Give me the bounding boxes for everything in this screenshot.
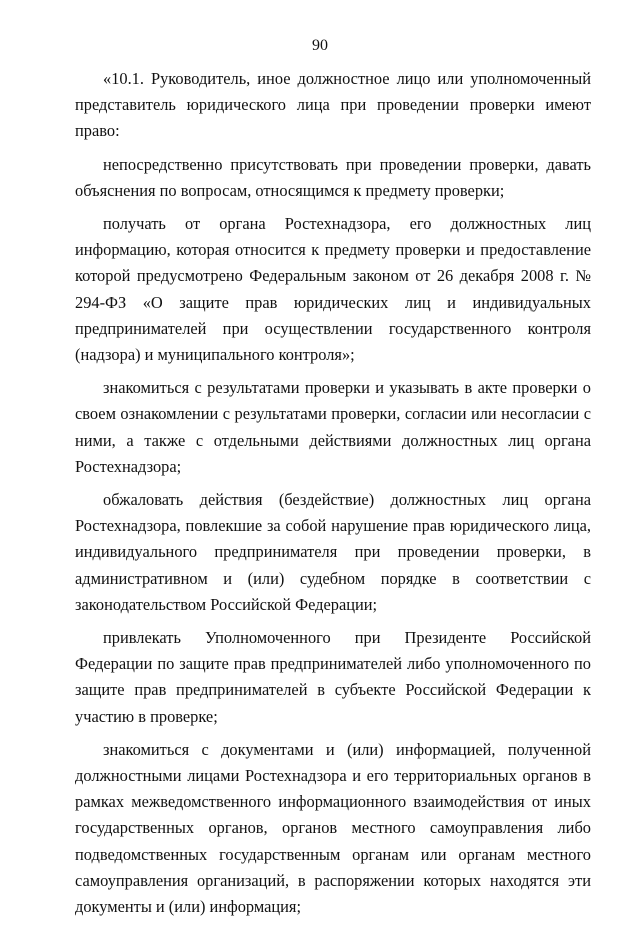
paragraph-right-involve-ombudsman: привлекать Уполномоченного при Президенте Российской Федерации по защите прав предпринимателей либо уполномоченного по защите прав предпринимателей в субъекте Российской Федерации к участию в проверке; xyxy=(75,628,591,726)
paragraph-right-review-results: знакомиться с результатами проверки и указывать в акте проверки о своем ознакомлении с результатами проверки, согласии или несогласии с ними, а также с отдельными действиями должностных лиц органа Ростехнадзора; xyxy=(75,378,591,476)
paragraph-right-review-documents: знакомиться с документами и (или) информацией, полученной должностными лицами Ростехнадзора и его территориальных органов в рамках межведомственного информационного взаимодействия от иных государственных органов, органов местного самоуправления либо подведомственных государственным органам или органам местного самоуправления организаций, в распоряжении которых находятся эти документы и (или) информация; xyxy=(75,739,591,917)
document-body xyxy=(75,66,591,927)
page-number: 90 xyxy=(312,37,328,54)
paragraph-right-appeal: обжаловать действия (бездействие) должностных лиц органа Ростехнадзора, повлекшие за собой нарушение прав юридического лица, индивидуального предпринимателя при проведении проверки, в административном и (или) судебном порядке в соответствии с законодательством Российской Федерации; xyxy=(75,490,591,614)
paragraph-right-receive-information: получать от органа Ростехнадзора, его должностных лиц информацию, которая относится к предмету проверки и предоставление которой предусмотрено Федеральным законом от 26 декабря 2008 г. № 294-ФЗ «О защите прав юридических лиц и индивидуальных предпринимателей при осуществлении государственного контроля (надзора) и муниципального контроля»; xyxy=(75,214,591,365)
paragraph-clause-10-1-intro: «10.1. Руководитель, иное должностное лицо или уполномоченный представитель юридического лица при проведении проверки имеют право: xyxy=(75,69,591,141)
paragraph-right-attend: непосредственно присутствовать при проведении проверки, давать объяснения по вопросам, относящимся к предмету проверки; xyxy=(75,154,591,200)
